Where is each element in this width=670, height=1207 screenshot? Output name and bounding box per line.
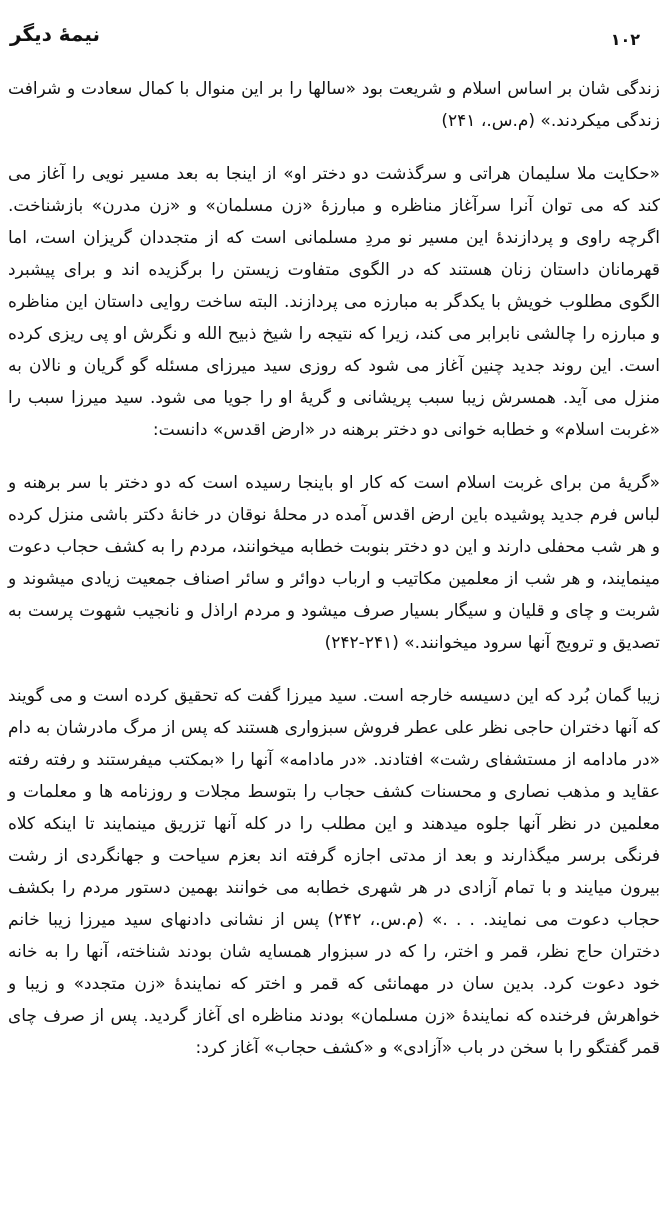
paragraph-2: «حکایت ملا سلیمان هراتی و سرگذشت دو دختر او» از اینجا به بعد مسیر نویی را آغاز می کند که می توان آنرا سرآغاز مناظره و مبارزهٔ «زن مسلمان» و «زن مدرن» بازشناخت. اگرچه راوی و پردازندهٔ این مسیر نو مردِ مسلمانی است که از متجددان گریزان است، اما قهرمانان داستان زنان هستند که در الگوی متفاوت زیستن را برگزیده اند و برای پیشبرد الگوی مطلوب خویش با یکدگر به مبارزه می پردازند. البته ساخت روایی داستان این مناظره و مبارزه را چالشی نابرابر می کند، زیرا که نتیجه را شیخ ذبیح الله و نگرش او پی ریزی کرده است. این روند جدید چنین آغاز می شود که روزی سید میرزای مسئله گو گریان و نالان به منزل می آید. همسرش زیبا سبب پریشانی و گریهٔ او را جویا می شود. سید میرزا سبب را «غربت اسلام» و خطابه خوانی دو دختر برهنه در «ارض اقدس» دانست: xyxy=(8,164,660,440)
page-number: ۱۰۲ xyxy=(610,30,640,49)
journal-title: نیمهٔ دیگر xyxy=(10,22,101,46)
page-body xyxy=(0,73,670,1064)
page-header xyxy=(0,0,670,49)
paragraph-3-quotation: «گریهٔ من برای غربت اسلام است که کار او باینجا رسیده است که دو دختر با سر برهنه و لباس فرم جدید پوشیده باین ارض اقدس آمده در محلهٔ نوقان در خانهٔ دکتر باشی منزل کرده و هر شب محفلی دارند و این دو دختر بنوبت خطابه میخوانند، مردم را به کشف حجاب دعوت مینمایند، و هر شب از معلمین مکاتیب و ارباب دوائر و سائر اصناف جمعیت زیادی میشوند و شربت و چای و قلیان و سیگار بسیار صرف میشود و مردم اراذل و نانجیب شهوت پرست به تصدیق و ترویج آنها سرود میخوانند.» (۲۴۱-۲۴۲) xyxy=(8,473,660,653)
paragraph-1: زندگی شان بر اساس اسلام و شریعت بود «سالها را بر این منوال با کمال سعادت و شرافت زندگی میکردند.» (م.س.، ۲۴۱) xyxy=(8,79,660,131)
paragraph-4: زیبا گمان بُرد که این دسیسه خارجه است. سید میرزا گفت که تحقیق کرده است و می گویند که آنها دختران حاجی نظر علی عطر فروش سبزواری هستند که پس از مرگ مادرشان به دام «در مادامه از مستشفای رشت» افتادند. «در مادامه» آنها را «بمکتب میفرستند و رفته رفته عقاید و مذهب نصاری و محسنات کشف حجاب را بتوسط مجلات و روزنامه ها و معلمات و معلمین در نظر آنها جلوه میدهند و این مطلب را در کله آنها تزریق مینمایند تا اینکه کلاه فرنگی برسر میگذارند و بعد از مدتی اجازه گرفته اند بعزم سیاحت و جهانگردی از رشت بیرون میایند و با تمام آزادی در هر شهری خطابه می خوانند بهمین دستور مردم را بکشف حجاب دعوت می نمایند. . . .» (م.س.، ۲۴۲) پس از نشانی دادنهای سید میرزا زیبا خانم دختران حاج نظر، قمر و اختر، را که در سبزوار همسایه شان بودند شناخته، آنها را به خانه خود دعوت کرد. بدین سان در مهمانئی که قمر و اختر که نمایندهٔ «زن متجدد» و زیبا و خواهرش فرخنده که نمایندهٔ «زن مسلمان» بودند مناظره ای آغاز گردید. پس از صرف چای قمر گفتگو را با سخن در باب «آزادی» و «کشف حجاب» آغاز کرد: xyxy=(8,686,660,1058)
